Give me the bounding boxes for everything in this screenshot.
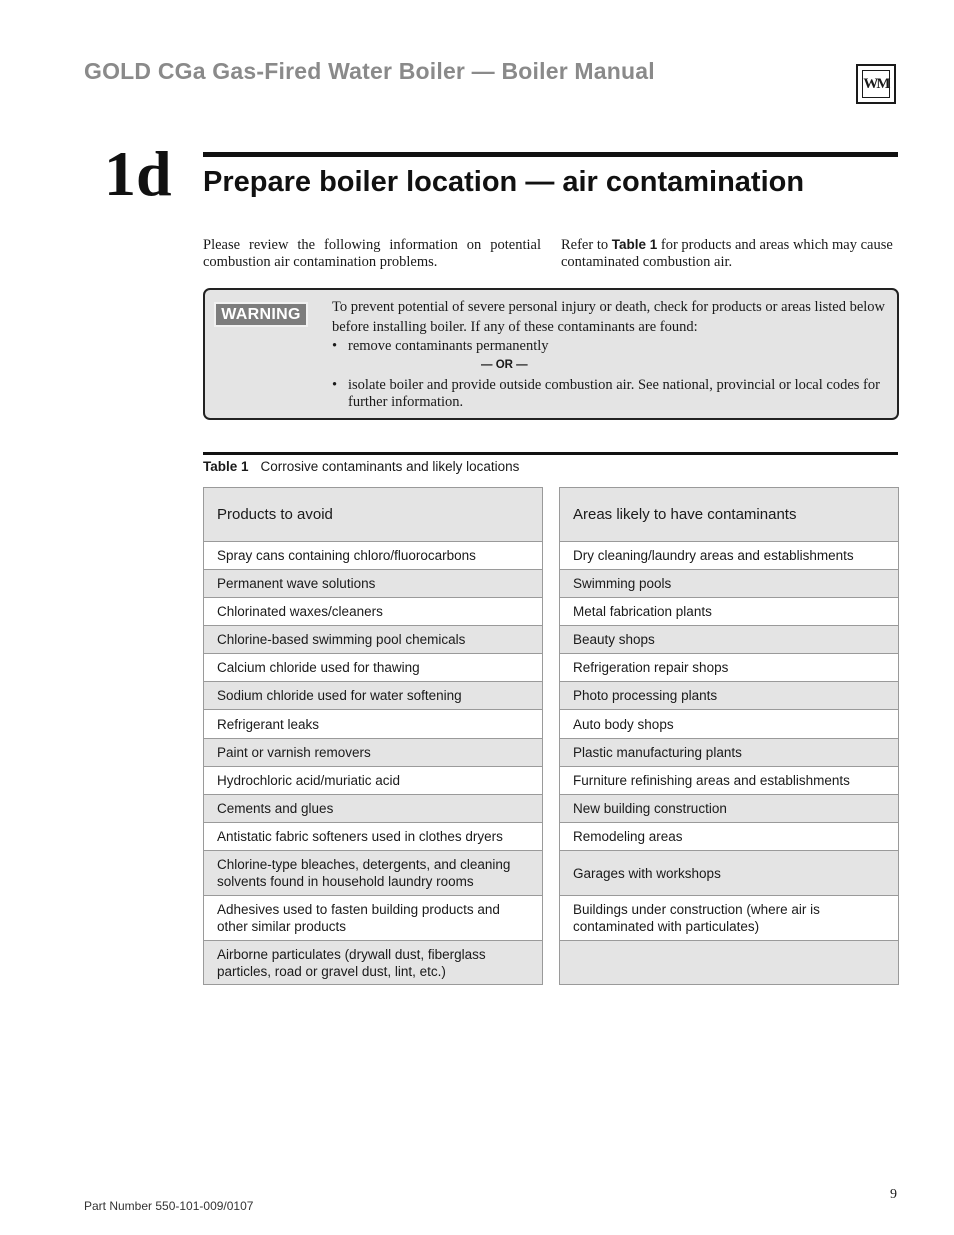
- table-row-area: [560, 940, 898, 984]
- table-row-area: Dry cleaning/laundry areas and establishments: [560, 541, 898, 569]
- table-row-product: Refrigerant leaks: [204, 709, 542, 738]
- warning-badge: WARNING: [214, 302, 308, 327]
- table-row-product: Spray cans containing chloro/fluorocarbons: [204, 541, 542, 569]
- table-row-product: Chlorinated waxes/cleaners: [204, 597, 542, 625]
- table-row-product: Permanent wave solutions: [204, 569, 542, 597]
- table-row-area: Furniture refinishing areas and establishments: [560, 766, 898, 794]
- warning-box: [203, 288, 899, 420]
- table-row-product: Airborne particulates (drywall dust, fiberglass particles, road or gravel dust, lint, etc.): [204, 940, 542, 984]
- part-number: [84, 1199, 253, 1213]
- intro-right-suffix: for products and areas which may cause contaminated combustion air.: [561, 237, 893, 270]
- table-row-product: Adhesives used to fasten building products and other similar products: [204, 895, 542, 940]
- table-row-product: Cements and glues: [204, 794, 542, 822]
- table-row-area: Swimming pools: [560, 569, 898, 597]
- products-column-header: Products to avoid: [204, 488, 542, 541]
- intro-right-prefix: Refer to: [561, 237, 612, 253]
- table-row-area: Beauty shops: [560, 625, 898, 653]
- table-caption-label: Table 1: [203, 459, 249, 474]
- intro-paragraph-right: [561, 237, 899, 270]
- section-number: 1d: [104, 138, 172, 209]
- manual-header-title: GOLD CGa Gas-Fired Water Boiler — Boiler Manual: [84, 58, 655, 84]
- table-row-area: Remodeling areas: [560, 822, 898, 850]
- warning-bullet-1-text: remove contaminants permanently: [348, 338, 549, 354]
- warning-bullet-2-text: isolate boiler and provide outside combustion air. See national, provincial or local codes for further information.: [348, 377, 880, 410]
- table-row-product: Antistatic fabric softeners used in clothes dryers: [204, 822, 542, 850]
- areas-column-header: Areas likely to have contaminants: [560, 488, 898, 541]
- table-row-product: Calcium chloride used for thawing: [204, 653, 542, 681]
- table-row-area: Plastic manufacturing plants: [560, 738, 898, 766]
- table-row-area: Auto body shops: [560, 709, 898, 738]
- table-row-area: Buildings under construction (where air is contaminated with particulates): [560, 895, 898, 940]
- section-rule: [203, 152, 898, 157]
- warning-or-separator: — OR —: [481, 359, 528, 371]
- table-row-product: Sodium chloride used for water softening: [204, 681, 542, 709]
- weil-mclain-logo-icon: [856, 64, 896, 104]
- table-row-area: New building construction: [560, 794, 898, 822]
- table-row-product: Hydrochloric acid/muriatic acid: [204, 766, 542, 794]
- bullet-icon: •: [332, 338, 338, 354]
- warning-text: To prevent potential of severe personal injury or death, check for products or areas listed below before installing boiler. If any of these contaminants are found:: [332, 299, 886, 335]
- logo-mark: WM: [862, 70, 890, 98]
- table-caption: [203, 459, 519, 474]
- table-row-area: Garages with workshops: [560, 850, 898, 895]
- table-row-product: Chlorine-based swimming pool chemicals: [204, 625, 542, 653]
- intro-paragraph-left: Please review the following information on potential combustion air contamination problems.: [203, 237, 541, 270]
- products-to-avoid-column: [203, 487, 543, 985]
- table-row-product: Chlorine-type bleaches, detergents, and cleaning solvents found in household laundry rooms: [204, 850, 542, 895]
- areas-with-contaminants-column: [559, 487, 899, 985]
- section-title: Prepare boiler location — air contamination: [203, 166, 805, 198]
- table-row-area: Photo processing plants: [560, 681, 898, 709]
- part-number-label: Part Number: [84, 1199, 156, 1213]
- table-reference: Table 1: [611, 237, 658, 252]
- part-number-value: 550-101-009/0107: [155, 1199, 254, 1213]
- table-row-area: Refrigeration repair shops: [560, 653, 898, 681]
- bullet-icon: •: [332, 377, 338, 393]
- page-number: 9: [890, 1187, 897, 1202]
- table-row-area: Metal fabrication plants: [560, 597, 898, 625]
- table-caption-text: Corrosive contaminants and likely locations: [260, 459, 520, 474]
- table-row-product: Paint or varnish removers: [204, 738, 542, 766]
- table-top-rule: [203, 452, 898, 455]
